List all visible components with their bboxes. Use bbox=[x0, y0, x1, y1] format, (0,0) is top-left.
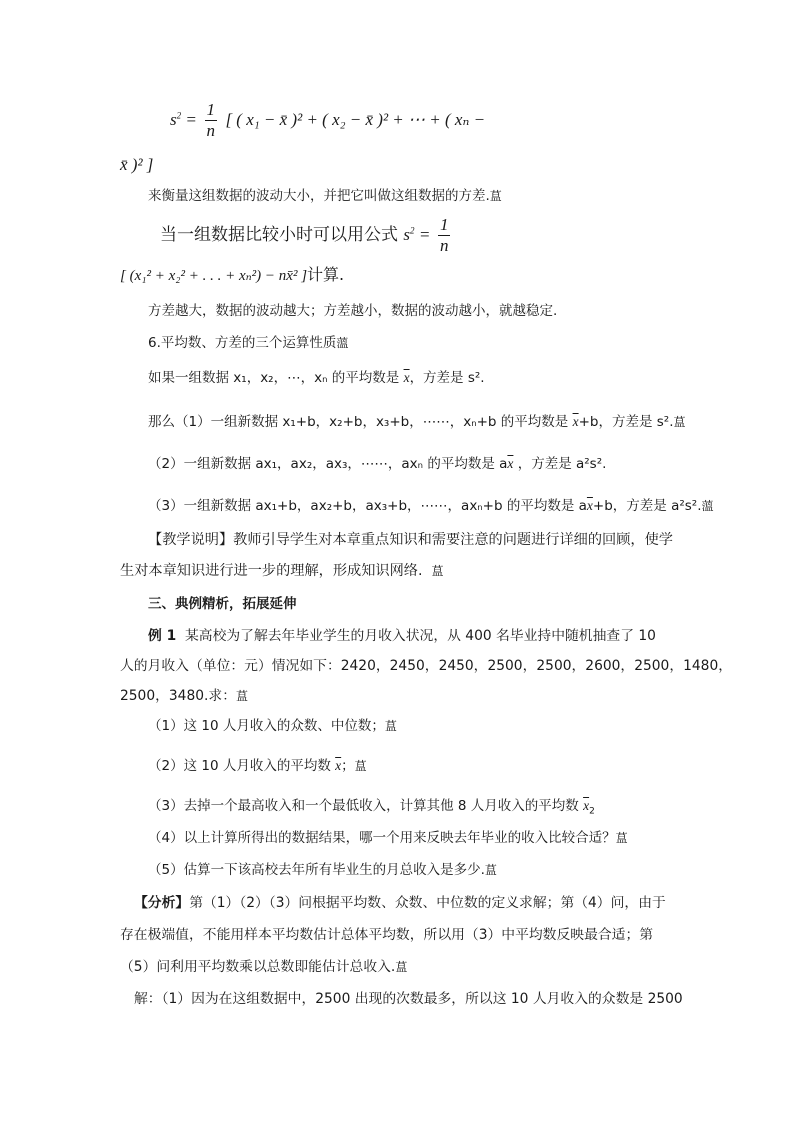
example1-line1: 例 1 某高校为了解去年毕业学生的月收入状况，从 400 名毕业持中随机抽查了 10 bbox=[148, 628, 656, 644]
property-1: 那么（1）一组新数据 x₁+b，x₂+b，x₃+b，⋯⋯，xₙ+b 的平均数是 $\overline{x}+b$，方差是 s².蒀 bbox=[148, 414, 686, 430]
variance-formula-line2: x̄ )² ] bbox=[120, 155, 154, 174]
paragraph-variance-meaning: 方差越大，数据的波动越大；方差越小，数据的波动越小，就越稳定. bbox=[148, 303, 558, 319]
formula-eq: = bbox=[186, 110, 197, 129]
question-5: （5）估算一下该高校去年所有毕业生的月总收入是多少.蒀 bbox=[148, 862, 497, 878]
xbar-symbol: $\overline{x}$ bbox=[403, 370, 410, 385]
alt-formula-expression: [ (x₁² + x₂² + . . . + xₙ²) − nx̄² ]计算. bbox=[120, 265, 345, 284]
property-intro: 如果一组数据 x₁，x₂，⋯，xₙ 的平均数是 $\overline{x}$，方差是 s². bbox=[148, 370, 485, 386]
paragraph-variance-def: 来衡量这组数据的波动大小，并把它叫做这组数据的方差.蒀 bbox=[148, 188, 502, 204]
heading-properties: 6.平均数、方差的三个运算性质薀 bbox=[148, 335, 349, 351]
property-2: （2）一组新数据 ax₁，ax₂，ax₃，⋯⋯，axₙ 的平均数是 $a\overline{x}$ ，方差是 a²s². bbox=[148, 456, 607, 472]
paragraph-alt-formula: 当一组数据比较小时可以用公式 $s^2$ = $\frac{1}{n}$ bbox=[160, 214, 449, 255]
question-2: （2）这 10 人月收入的平均数 $\overline{x}$；蒀 bbox=[148, 758, 367, 774]
section-title: 三、典例精析，拓展延伸 bbox=[148, 596, 297, 612]
example1-line2: 人的月收入（单位：元）情况如下：2420，2450，2450，2500，2500，2600，2500，1480， bbox=[120, 658, 733, 674]
analysis-line3: （5）问利用平均数乘以总数即能估计总收入.蒀 bbox=[120, 959, 408, 975]
teaching-note-line1: 【教学说明】教师引导学生对本章重点知识和需要注意的问题进行详细的回顾，使学 bbox=[148, 532, 673, 548]
question-4: （4）以上计算所得出的数据结果，哪一个用来反映去年毕业的收入比较合适？蒀 bbox=[148, 830, 628, 846]
formula-bracket-line1: [ ( x₁ − x̄ )² + ( x₂ − x̄ )² + ⋯ + ( xₙ − bbox=[225, 110, 486, 129]
alt-formula-fraction: $\frac{1}{n}$ bbox=[439, 214, 449, 255]
variance-formula-line1 bbox=[170, 98, 485, 142]
question-1: （1）这 10 人月收入的众数、中位数；蒀 bbox=[148, 718, 397, 734]
property-3: （3）一组新数据 ax₁+b，ax₂+b，ax₃+b，⋯⋯，axₙ+b 的平均数是 $a\overline{x}+b$，方差是 a²s².薀 bbox=[148, 498, 714, 514]
formula-fraction: $\frac{1}{n}$ bbox=[206, 99, 216, 140]
solution-line1: 解：（1）因为在这组数据中，2500 出现的次数最多，所以这 10 人月收入的众数是 2500 bbox=[134, 991, 683, 1007]
analysis-line1: 【分析】第（1）（2）（3）问根据平均数、众数、中位数的定义求解；第（4）问，由于 bbox=[134, 895, 666, 911]
teaching-note-line2: 生对本章知识进行进一步的理解，形成知识网络. 蒀 bbox=[120, 563, 444, 579]
formula-lhs: $s^2$ bbox=[170, 110, 182, 129]
example1-line3: 2500，3480.求：蒀 bbox=[120, 688, 249, 704]
analysis-line2: 存在极端值，不能用样本平均数估计总体平均数，所以用（3）中平均数反映最合适；第 bbox=[120, 927, 654, 943]
question-3: （3）去掉一个最高收入和一个最低收入，计算其他 8 人月收入的平均数 $\overline{x}_2$ bbox=[148, 798, 595, 817]
